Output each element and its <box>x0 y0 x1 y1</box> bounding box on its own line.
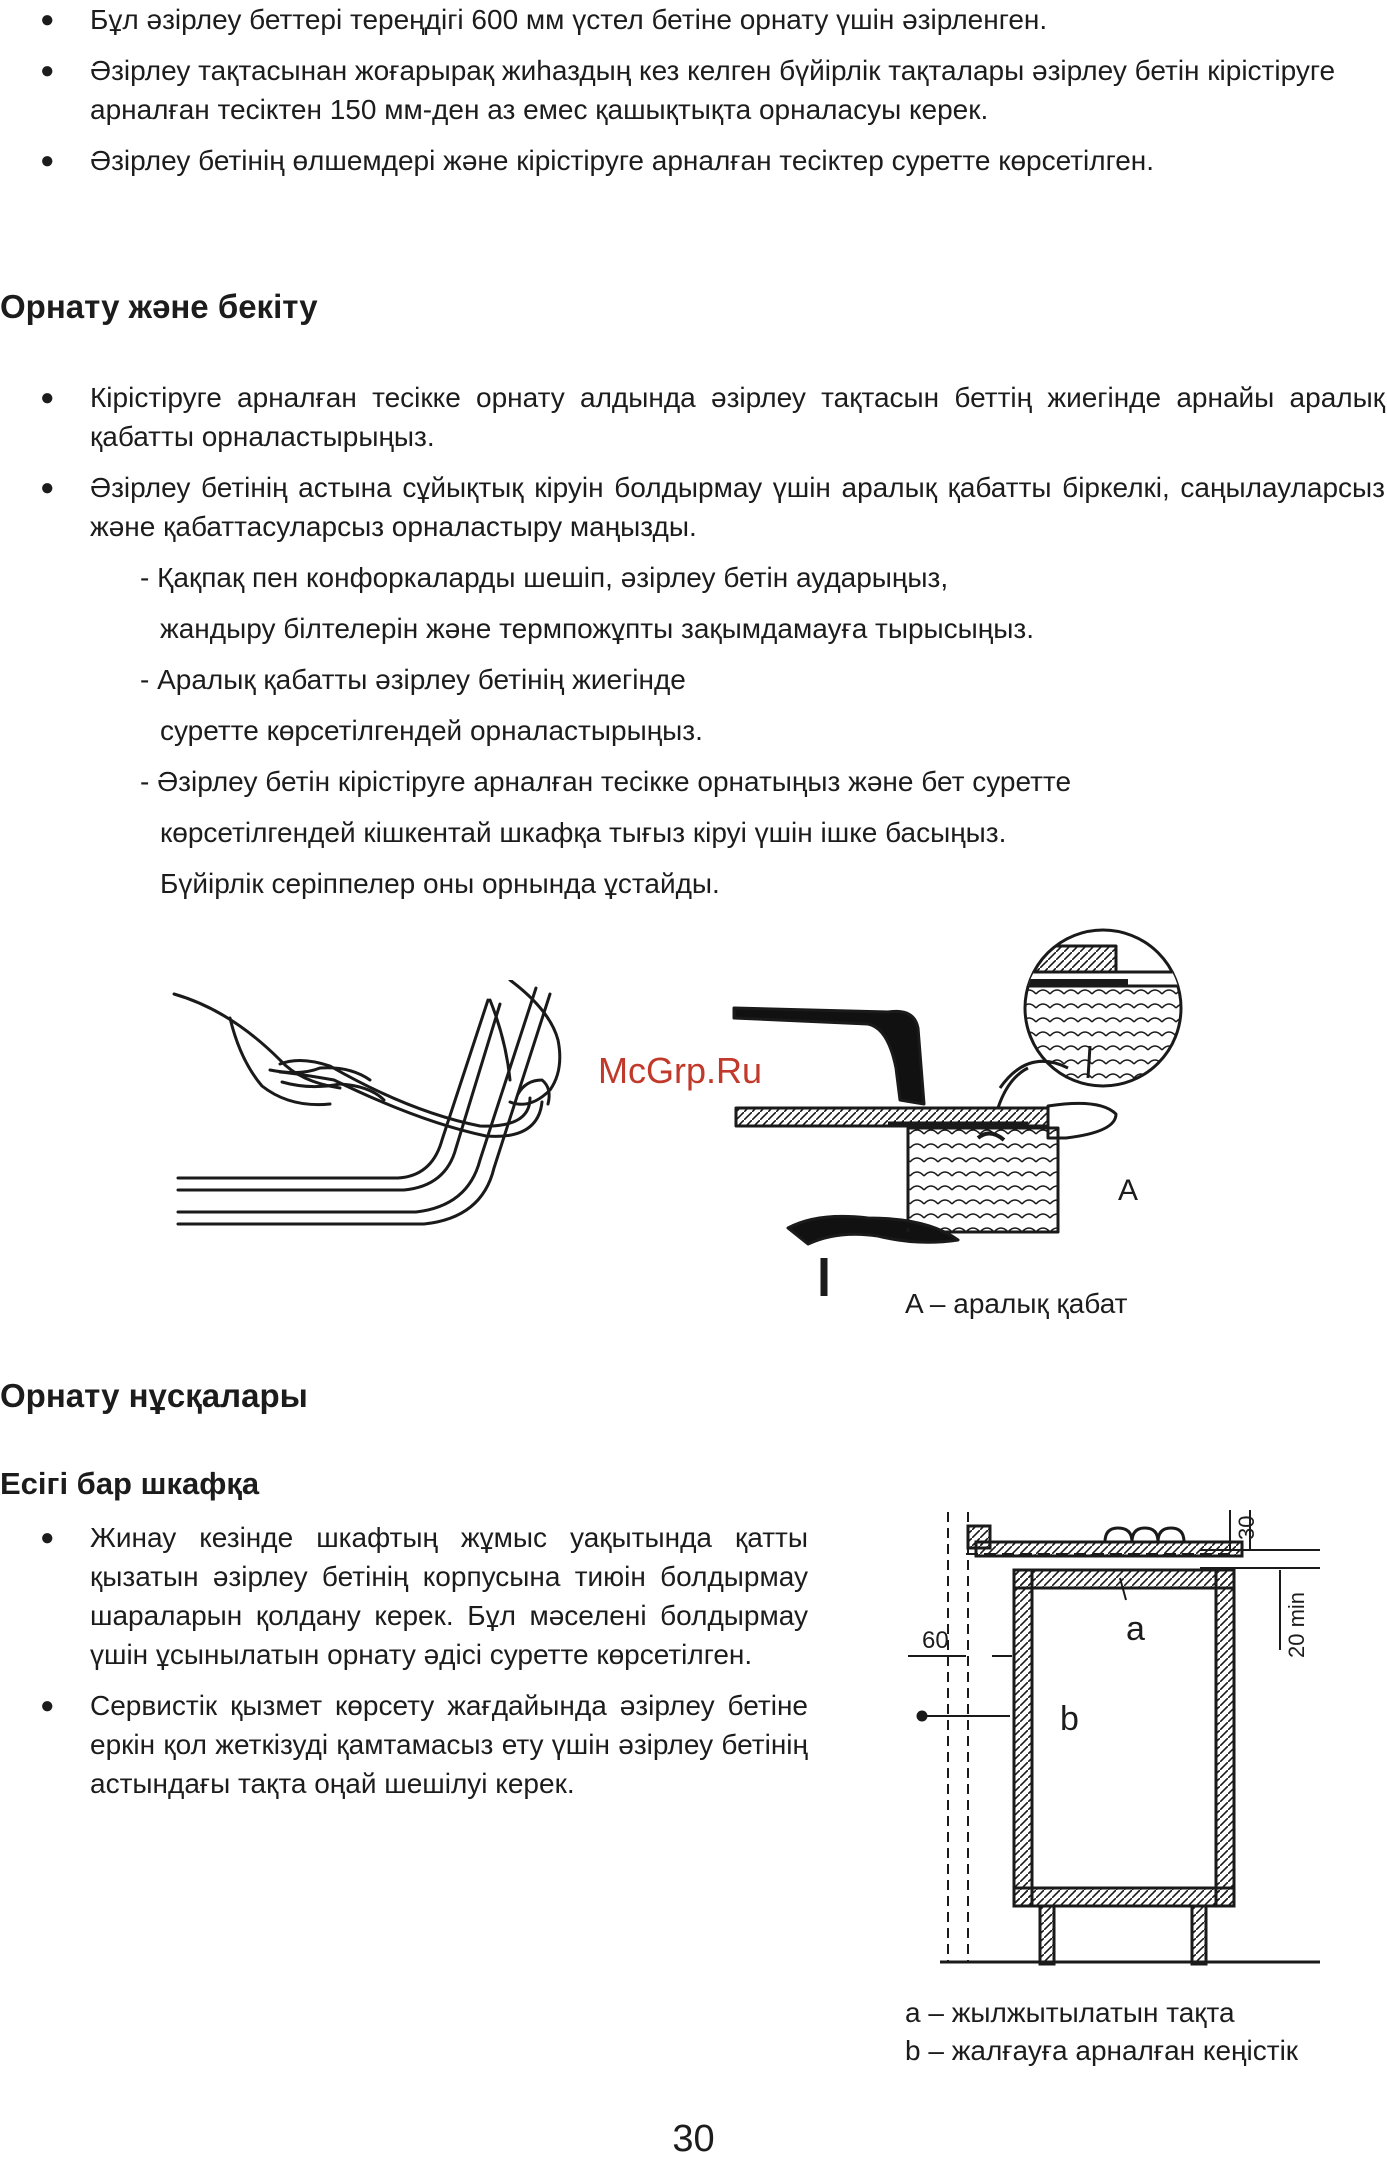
page-number: 30 <box>672 2118 715 2160</box>
step-line: суретте көрсетілгендей орналастырыңыз. <box>160 715 703 746</box>
list-item: ● Бұл әзірлеу беттері тереңдігі 600 мм үстел бетіне орнату үшін әзірленген. <box>0 0 1385 39</box>
list-item: ● Кірістіруге арналған тесікке орнату алдында әзірлеу тақтасын беттің жиегінде арнайы аралық қабатты орналастырыңыз. <box>0 378 1385 456</box>
step-line: көрсетілгендей кішкентай шкафқа тығыз кіруі үшін ішке басыңыз. <box>160 817 1007 848</box>
dim-label-60: 60 <box>922 1627 949 1654</box>
watermark: McGrp.Ru <box>598 1050 763 1091</box>
bullet-icon: ● <box>40 57 55 84</box>
bullet-icon: ● <box>40 474 55 501</box>
bullet-icon: ● <box>40 6 55 33</box>
figure-caption-gasket: A – аралық қабат <box>905 1288 1128 1319</box>
cabinet-installation-diagram <box>900 1490 1330 1980</box>
step-line: Бүйірлік серіппелер оны орнында ұстайды. <box>160 868 720 899</box>
list-item: ● Жинау кезінде шкафтың жұмыс уақытында қатты қызатын әзірлеу бетінің корпусына тиюін болдырмау шараларын қолдану керек. Бұл мәселені болдырмау үшін ұсынылатын орнату әдісі суретте көрсетілген. <box>0 1518 808 1674</box>
figure-caption-a: a – жылжытылатын тақта <box>905 1997 1235 2028</box>
intro-bullet-list <box>0 0 1385 192</box>
mounting-bullet-list <box>0 378 1385 558</box>
bullet-icon: ● <box>40 1692 55 1719</box>
dim-label-30: 30 <box>1234 1515 1259 1540</box>
step-line: жандыру білтелерін және термпожұпты зақымдамауға тырысыңыз. <box>160 613 1035 644</box>
section-title-install-options: Орнату нұсқалары <box>0 1377 308 1414</box>
list-item: ● Әзірлеу тақтасынан жоғарырақ жиһаздың кез келген бүйірлік тақталары әзірлеу бетін кірістіруге арналған тесіктен 150 мм-ден аз емес қашықтықта орналасуы керек. <box>0 51 1385 129</box>
list-item: ● Әзірлеу бетінің өлшемдері және кірістіруге арналған тесіктер суретте көрсетілген. <box>0 141 1385 180</box>
cabinet-bullet-list <box>0 1518 808 1815</box>
bullet-icon: ● <box>40 147 55 174</box>
label-b: b <box>1060 1700 1079 1738</box>
list-item: ● Әзірлеу бетінің астына сұйықтық кіруін болдырмау үшін аралық қабатты біркелкі, саңылауларсыз және қабаттасуларсыз орналастыру маңызды. <box>0 468 1385 546</box>
list-item: ● Сервистік қызмет көрсету жағдайында әзірлеу бетіне еркін қол жеткізуді қамтамасыз ету үшін әзірлеу бетінің астындағы тақта оңай шешілуі керек. <box>0 1686 808 1803</box>
step-line: - Аралық қабатты әзірлеу бетінің жиегінде <box>140 664 686 695</box>
label-a: a <box>1126 1610 1145 1648</box>
step-line: - Әзірлеу бетін кірістіруге арналған тесікке орнатыңыз және бет суретте <box>140 766 1072 797</box>
mounting-steps <box>140 552 1071 909</box>
bullet-icon: ● <box>40 1524 55 1551</box>
gasket-hands-illustration <box>170 980 590 1230</box>
dim-label-20min: 20 min <box>1284 1591 1309 1658</box>
figure-label-a: A <box>1118 1174 1139 1207</box>
bullet-icon: ● <box>40 384 55 411</box>
gasket-cross-section-diagram <box>728 928 1248 1296</box>
section-title-mounting: Орнату және бекіту <box>0 288 318 325</box>
subsection-title-cabinet-door: Есігі бар шкафқа <box>0 1466 260 1501</box>
figure-caption-b: b – жалғауға арналған кеңістік <box>905 2035 1299 2066</box>
step-line: - Қақпақ пен конфоркаларды шешіп, әзірлеу бетін аударыңыз, <box>140 562 949 593</box>
